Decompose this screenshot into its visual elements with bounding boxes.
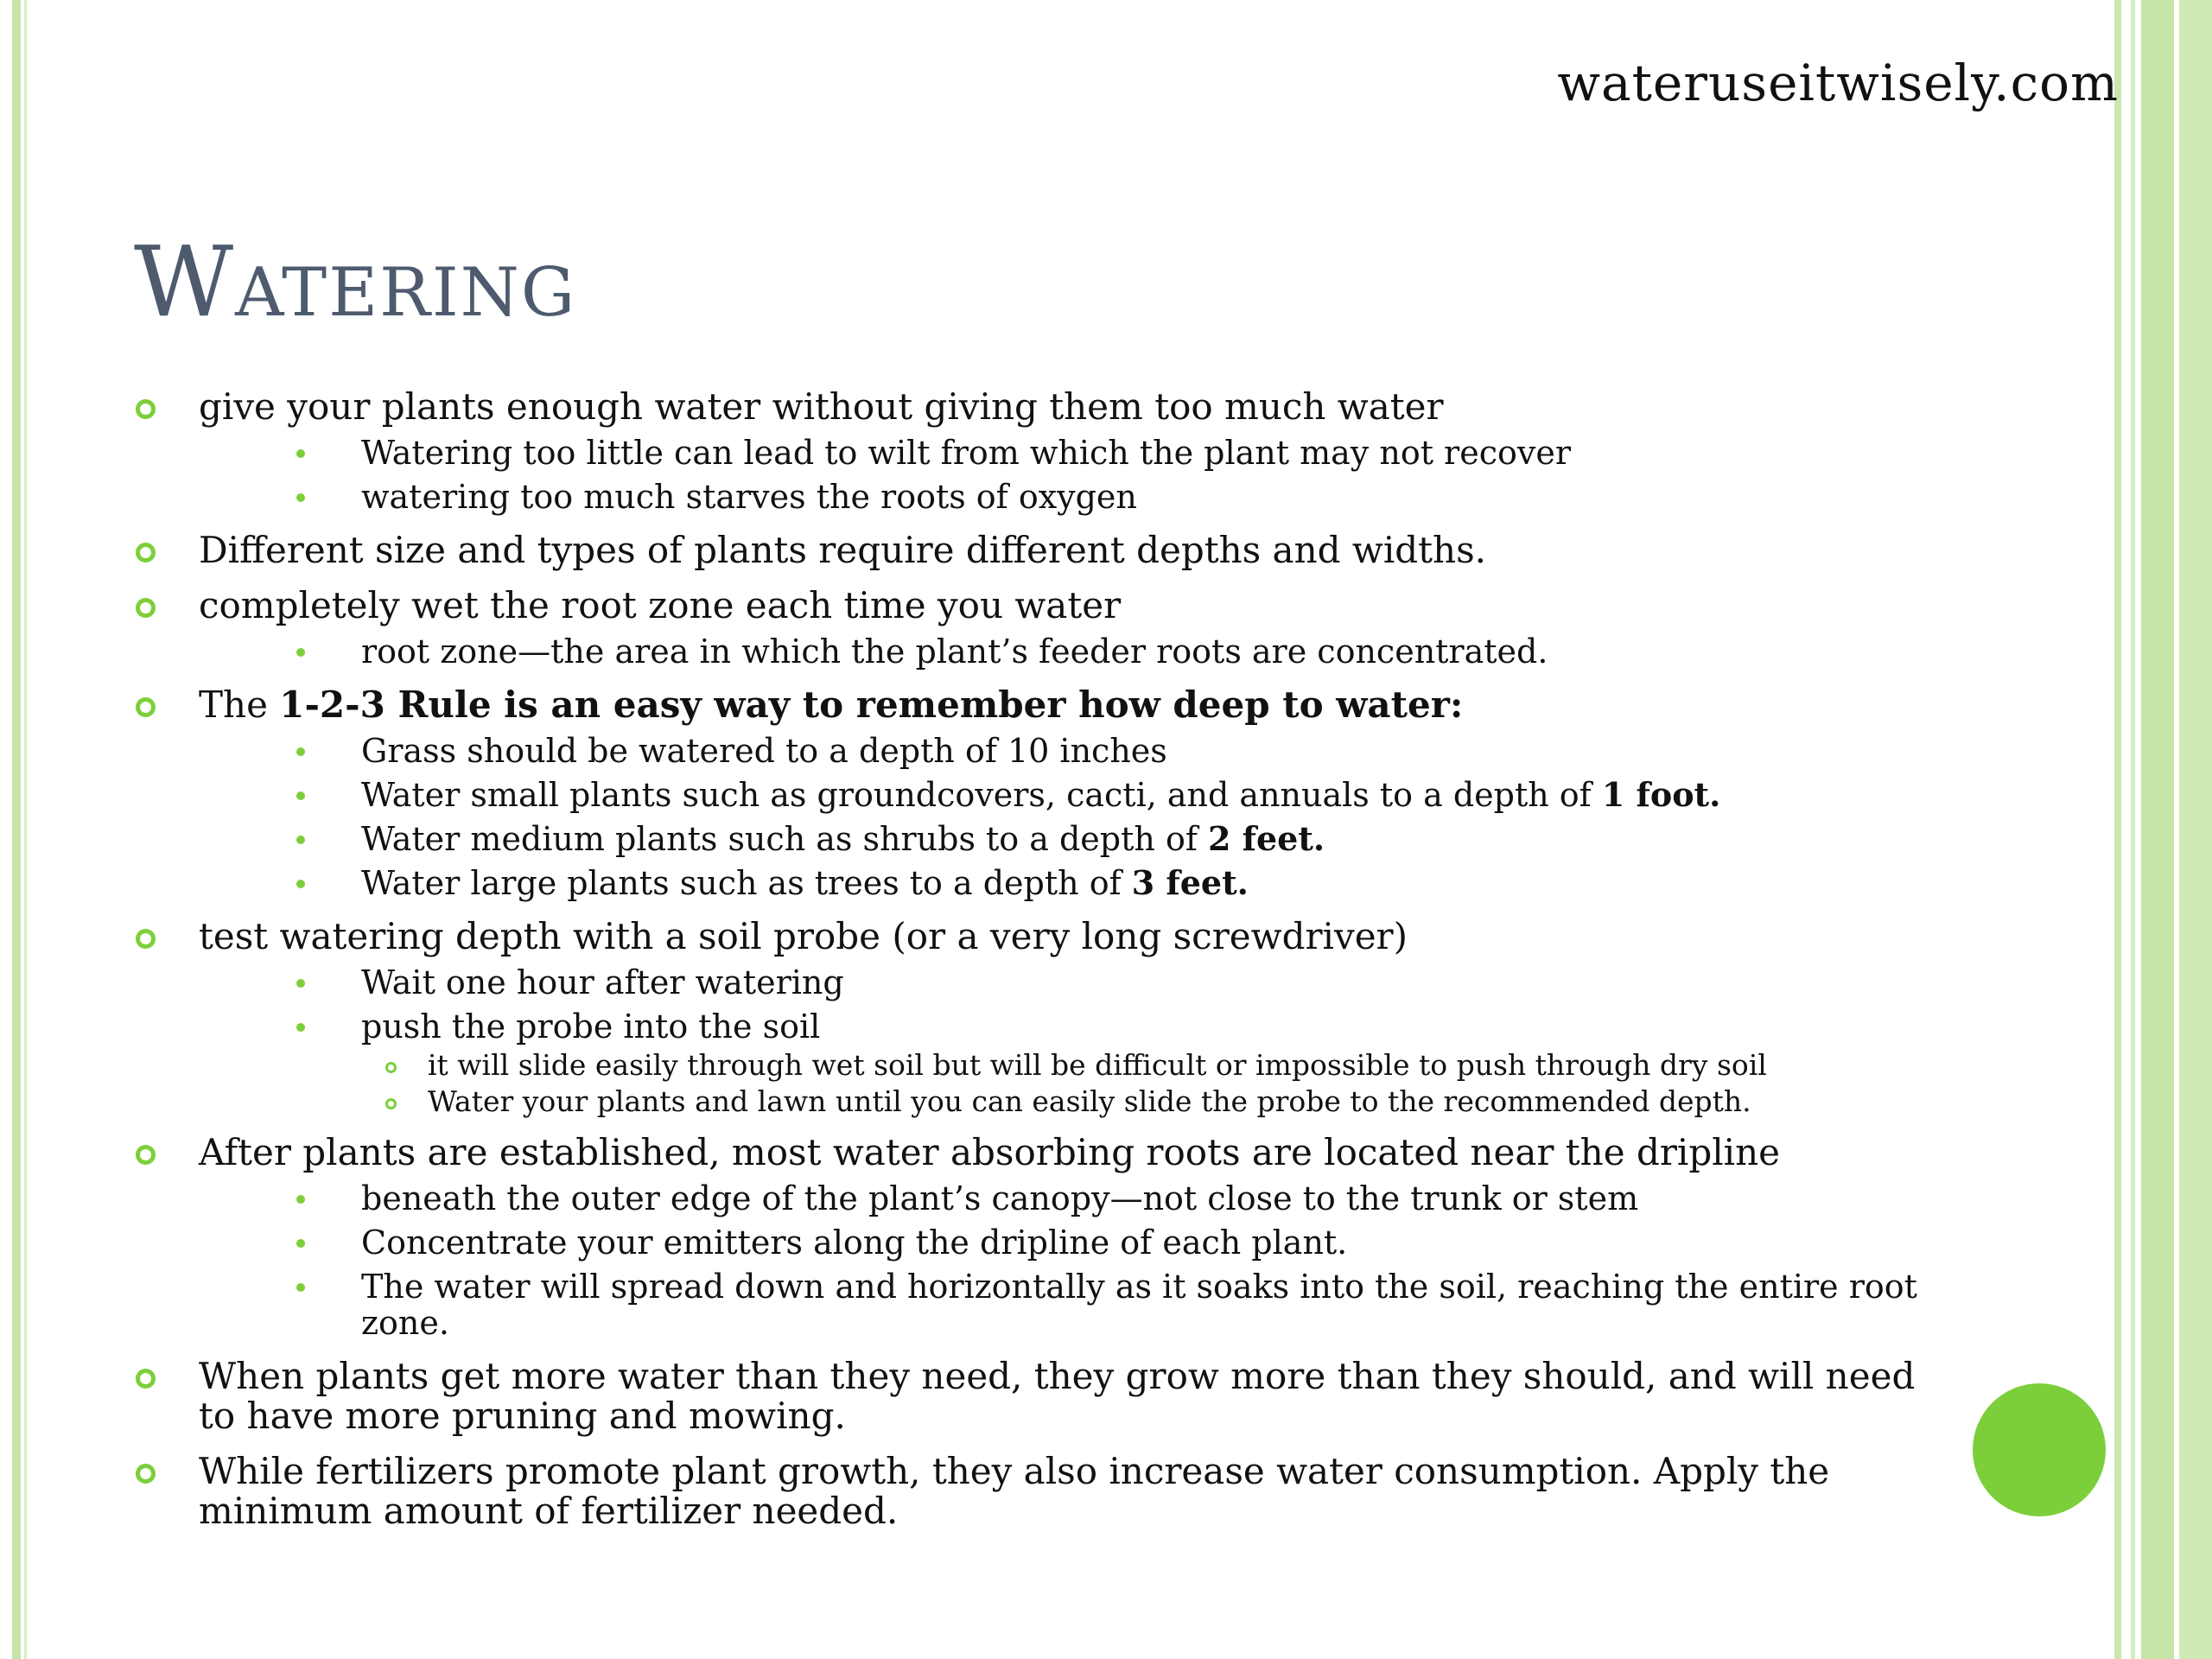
decorative-green-circle	[1973, 1383, 2106, 1516]
sub-bullet-text-bold: 3 feet.	[1131, 863, 1249, 902]
bullet-text: completely wet the root zone each time you water	[199, 584, 1122, 626]
sub-bullet-item	[199, 821, 1940, 857]
sub-bullet-text	[361, 777, 1940, 813]
sub-bullet-item	[199, 1268, 1940, 1341]
sub-sub-bullet-text: Water your plants and lawn until you can easily slide the probe to the recommended depth.	[428, 1084, 1751, 1118]
sub-bullet-text: Watering too little can lead to wilt from which the plant may not recover	[361, 434, 1571, 472]
bullet-list	[125, 387, 1940, 1531]
bullet-item	[125, 531, 1940, 570]
bullet-item	[125, 387, 1940, 515]
slide-title: Watering	[134, 226, 577, 339]
sub-sub-bullet-text: it will slide easily through wet soil but will be difficult or impossible to push through dry soil	[428, 1048, 1767, 1082]
right-decor-band-outer	[2179, 0, 2212, 1659]
bullet-text: When plants get more water than they need, they grow more than they should, and will need to have more pruning and mowing.	[199, 1355, 1916, 1437]
sub-bullet-text-plain: Water large plants such as trees to a depth of	[361, 864, 1132, 902]
sub-bullet-item	[199, 633, 1940, 670]
bullet-text	[199, 685, 1940, 725]
bullet-text: give your plants enough water without giving them too much water	[199, 385, 1444, 428]
sub-bullet-item	[199, 479, 1940, 515]
sub-bullet-text-plain: Water small plants such as groundcovers, cacti, and annuals to a depth of	[361, 776, 1602, 814]
sub-bullet-item	[199, 865, 1940, 901]
right-decor-band	[2141, 0, 2174, 1659]
bullet-text: After plants are established, most water absorbing roots are located near the dripline	[199, 1131, 1780, 1173]
bullet-item	[125, 1452, 1940, 1531]
sub-bullet-item	[199, 1180, 1940, 1217]
bullet-text: test watering depth with a soil probe (or a very long screwdriver)	[199, 915, 1408, 957]
right-decor-stripe-thin	[2131, 0, 2135, 1659]
bullet-item	[125, 586, 1940, 670]
sub-bullet-text: Wait one hour after watering	[361, 963, 844, 1001]
sub-bullet-text-bold: 1 foot.	[1601, 775, 1721, 814]
bullet-item	[125, 685, 1940, 901]
sub-bullet-item	[199, 1008, 1940, 1045]
sub-bullet-text	[361, 821, 1940, 857]
bullet-item	[125, 1133, 1940, 1341]
sub-bullet-item	[199, 964, 1940, 1001]
site-url: wateruseitwisely.com	[1557, 54, 2119, 112]
left-decor-stripe	[12, 0, 21, 1659]
sub-bullet-item	[199, 435, 1940, 471]
sub-bullet-text-plain: Water medium plants such as shrubs to a depth of	[361, 820, 1208, 858]
left-decor-stripe-thin	[24, 0, 27, 1659]
bullet-item	[125, 1357, 1940, 1436]
sub-bullet-text: watering too much starves the roots of oxygen	[361, 478, 1137, 516]
sub-bullet-item	[199, 1224, 1940, 1261]
bullet-item	[125, 917, 1940, 1117]
sub-bullet-text: Concentrate your emitters along the dripline of each plant.	[361, 1224, 1348, 1262]
sub-bullet-text: Grass should be watered to a depth of 10 inches	[361, 732, 1167, 770]
sub-bullet-text: The water will spread down and horizontally as it soaks into the soil, reaching the entire root zone.	[361, 1268, 1917, 1342]
sub-bullet-text: root zone—the area in which the plant’s feeder roots are concentrated.	[361, 632, 1548, 671]
sub-bullet-item	[199, 733, 1940, 769]
bullet-text-bold: 1-2-3 Rule is an easy way to remember how deep to water:	[279, 683, 1464, 726]
bullet-text: Different size and types of plants require different depths and widths.	[199, 529, 1486, 571]
right-decor-stripe	[2114, 0, 2121, 1659]
sub-sub-bullet-item	[199, 1050, 1940, 1081]
bullet-text: While fertilizers promote plant growth, they also increase water consumption. Apply the minimum amount of fertilizer needed.	[199, 1450, 1830, 1532]
sub-sub-bullet-item	[199, 1086, 1940, 1117]
sub-bullet-text: push the probe into the soil	[361, 1007, 821, 1046]
bullet-text-plain: The	[199, 683, 280, 726]
sub-bullet-item	[199, 777, 1940, 813]
sub-bullet-text-bold: 2 feet.	[1207, 819, 1325, 858]
sub-bullet-text: beneath the outer edge of the plant’s canopy—not close to the trunk or stem	[361, 1179, 1639, 1217]
sub-bullet-text	[361, 865, 1940, 901]
